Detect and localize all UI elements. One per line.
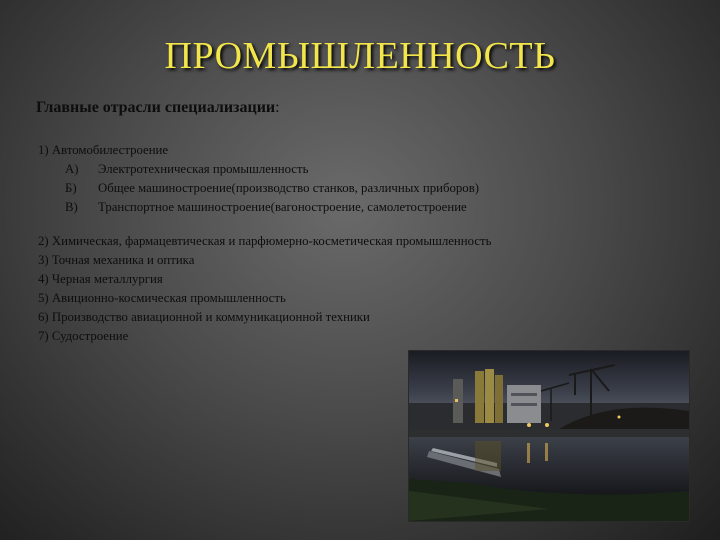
list-item-6: 6) Производство авиационной и коммуникационной техники xyxy=(38,310,370,324)
quay xyxy=(409,429,689,437)
light xyxy=(545,423,549,427)
sub-item-text: Транспортное машиностроение(вагоностроение, самолетостроение xyxy=(98,200,467,214)
list-item-5: 5) Авиционно-космическая промышленность xyxy=(38,291,286,305)
list-item-1: 1) Автомобилестроение xyxy=(38,143,169,157)
slide-title: ПРОМЫШЛЕННОСТЬ xyxy=(164,35,556,77)
sub-item-text: Электротехническая промышленность xyxy=(98,162,309,176)
reflection xyxy=(475,441,501,471)
slide-subtitle xyxy=(36,99,280,117)
silo xyxy=(475,371,484,423)
sub-item-c xyxy=(38,198,698,217)
subtitle-colon: : xyxy=(275,99,280,116)
list-item-4: 4) Черная металлургия xyxy=(38,272,163,286)
reflection xyxy=(545,443,548,461)
list-spacer xyxy=(38,217,698,232)
industrial-harbor-photo xyxy=(408,350,690,522)
reflection xyxy=(527,443,530,463)
sub-item-marker: Б) xyxy=(65,181,77,195)
sub-item-marker: В) xyxy=(65,200,78,214)
list-item-3: 3) Точная механика и оптика xyxy=(38,253,195,267)
sub-item-a xyxy=(38,160,698,179)
list-item-7: 7) Судостроение xyxy=(38,329,129,343)
sub-item-b xyxy=(38,179,698,198)
warehouse-window xyxy=(511,393,537,396)
light xyxy=(618,416,621,419)
light xyxy=(455,399,458,402)
silo xyxy=(485,369,494,423)
warehouse-window xyxy=(511,403,537,406)
sub-item-text: Общее машиностроение(производство станков, различных приборов) xyxy=(98,181,480,195)
subtitle-text: Главные отрасли специализации xyxy=(36,99,276,116)
light xyxy=(527,423,531,427)
list-item-2: 2) Химическая, фармацевтическая и парфюмерно-косметическая промышленность xyxy=(38,234,492,248)
silo xyxy=(495,375,503,423)
industry-list xyxy=(38,141,698,346)
sub-item-marker: А) xyxy=(65,162,79,176)
